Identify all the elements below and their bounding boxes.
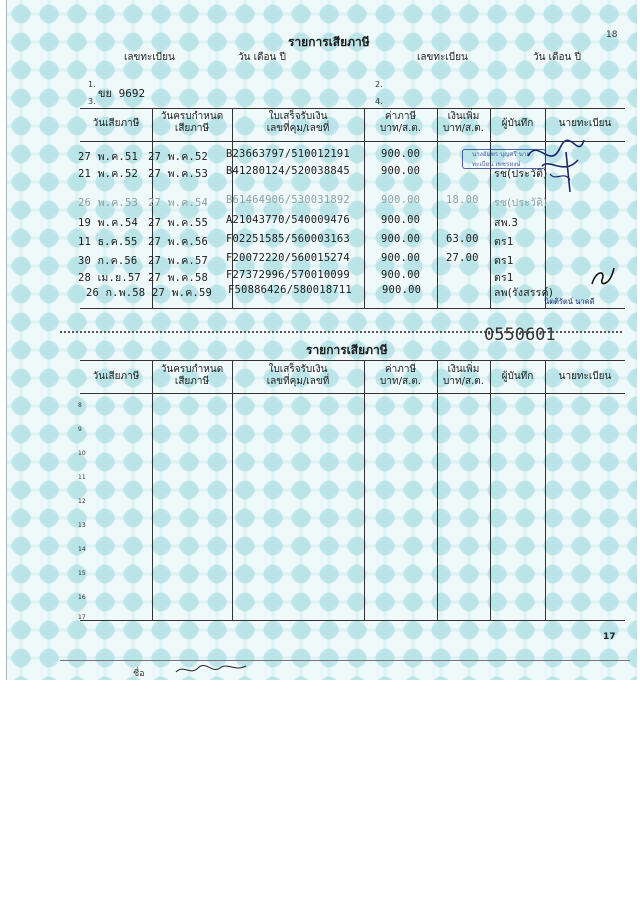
tax-amount: 900.00	[381, 148, 421, 160]
row-number: 10	[78, 450, 86, 457]
receipt-number: F02251585/560003163	[226, 233, 350, 245]
date-header-left: วัน เดือน ปี	[238, 52, 286, 63]
row-number: 16	[78, 594, 86, 601]
receipt-number: B61464906/530031892	[226, 194, 350, 206]
recorder: ลพ(รังสรรค์)	[494, 287, 554, 299]
tax-amount: 900.00	[381, 269, 421, 281]
fine-amount: 18.00	[446, 194, 479, 206]
fine-amount: 27.00	[446, 252, 479, 264]
line-label-4: 4.	[375, 97, 383, 106]
recorder: ตร1	[494, 272, 514, 284]
upper-title: รายการเสียภาษี	[288, 35, 370, 49]
row-number: 17	[78, 614, 86, 621]
initials-mark	[588, 262, 618, 290]
paid-date: 11 ธ.ค.55	[78, 236, 138, 248]
tax-amount: 900.00	[382, 284, 422, 296]
recorder: รช(ประวัติ)	[494, 168, 548, 180]
col-header-registrar: นายทะเบียน	[558, 118, 612, 129]
receipt-number: F27372996/570010099	[226, 269, 350, 281]
recorder: สพ.3	[494, 217, 519, 229]
lower-col-header-paid: วันเสียภาษี	[92, 371, 140, 382]
registration-value: ขย 9692	[98, 87, 146, 100]
fine-amount: 63.00	[446, 233, 479, 245]
page-number: 17	[603, 632, 616, 642]
tax-amount: 900.00	[381, 165, 421, 177]
recorder: รช(ประวัติ)	[494, 197, 548, 209]
handwriting-scribble	[172, 662, 252, 678]
recorder: ตร1	[494, 255, 514, 267]
receipt-number: B23663797/510012191	[226, 148, 350, 160]
signature-caption: นิตติรัตน์ นาคดี	[544, 297, 595, 306]
row-number: 8	[78, 402, 82, 409]
lower-col-header-receipt: ใบเสร็จรับเงิน เลขที่คุม/เลขที่	[266, 364, 330, 387]
next-page-edge	[60, 660, 630, 661]
lower-col-header-due: วันครบกำหนด เสียภาษี	[160, 364, 224, 387]
col-header-due: วันครบกำหนด เสียภาษี	[160, 111, 224, 134]
due-date: 27 พ.ค.53	[148, 168, 208, 180]
tax-amount: 900.00	[381, 214, 421, 226]
due-date: 27 พ.ค.55	[148, 217, 208, 229]
line-label-3: 3.	[88, 97, 96, 106]
line-label-1: 1.	[88, 80, 96, 89]
row-number: 12	[78, 498, 86, 505]
row-number: 15	[78, 570, 86, 577]
lower-col-header-recorder: ผู้บันทึก	[501, 371, 534, 382]
paid-date: 26 พ.ค.53	[78, 197, 138, 209]
receipt-number: F50886426/580018711	[228, 284, 352, 296]
receipt-number: F20072220/560015274	[226, 252, 350, 264]
col-header-paid: วันเสียภาษี	[92, 118, 140, 129]
row-number: 11	[78, 474, 86, 481]
lower-col-header-tax: ค่าภาษี บาท/ส.ต.	[380, 364, 421, 387]
due-date: 27 พ.ค.56	[148, 236, 208, 248]
row-number: 9	[78, 426, 82, 433]
registrar-stamp: นางอัมพร บุญศรี นายทะเบียน เพชรหงษ์	[462, 149, 546, 169]
tax-amount: 900.00	[381, 252, 421, 264]
paid-date: 28 เม.ย.57	[78, 272, 141, 284]
tax-amount: 900.00	[381, 233, 421, 245]
due-date: 27 พ.ค.58	[148, 272, 208, 284]
registrar-signature	[520, 130, 600, 200]
due-date: 27 พ.ค.54	[148, 197, 208, 209]
col-header-fine: เงินเพิ่ม บาท/ส.ต.	[443, 111, 484, 134]
receipt-number: B41280124/520038845	[226, 165, 350, 177]
paid-date: 21 พ.ค.52	[78, 168, 138, 180]
paid-date: 27 พ.ค.51	[78, 151, 138, 163]
tax-amount: 900.00	[381, 194, 421, 206]
recorder: ตร1	[494, 236, 514, 248]
receipt-number: A21043770/540009476	[226, 214, 350, 226]
row-number: 14	[78, 546, 86, 553]
col-header-recorder: ผู้บันทึก	[501, 118, 534, 129]
row-number: 13	[78, 522, 86, 529]
due-date: 27 พ.ค.59	[152, 287, 212, 299]
col-header-tax: ค่าภาษี บาท/ส.ต.	[380, 111, 421, 134]
col-header-receipt: ใบเสร็จรับเงิน เลขที่คุม/เลขที่	[266, 111, 330, 134]
paid-date: 30 ก.ค.56	[78, 255, 138, 267]
serial-number: 0550601	[484, 325, 556, 345]
lower-col-header-fine: เงินเพิ่ม บาท/ส.ต.	[443, 364, 484, 387]
reg-header-right: เลขทะเบียน	[417, 52, 468, 63]
reg-header-left: เลขทะเบียน	[124, 52, 175, 63]
page-corner-number: 18	[606, 30, 618, 40]
lower-title: รายการเสียภาษี	[306, 343, 388, 357]
lower-col-header-registrar: นายทะเบียน	[558, 371, 612, 382]
bottom-cut-text: ชื่อ	[133, 669, 145, 679]
line-label-2: 2.	[375, 80, 383, 89]
paid-date: 26 ก.พ.58	[86, 287, 146, 299]
due-date: 27 พ.ค.52	[148, 151, 208, 163]
date-header-right: วัน เดือน ปี	[533, 52, 581, 63]
paid-date: 19 พ.ค.54	[78, 217, 138, 229]
due-date: 27 พ.ค.57	[148, 255, 208, 267]
